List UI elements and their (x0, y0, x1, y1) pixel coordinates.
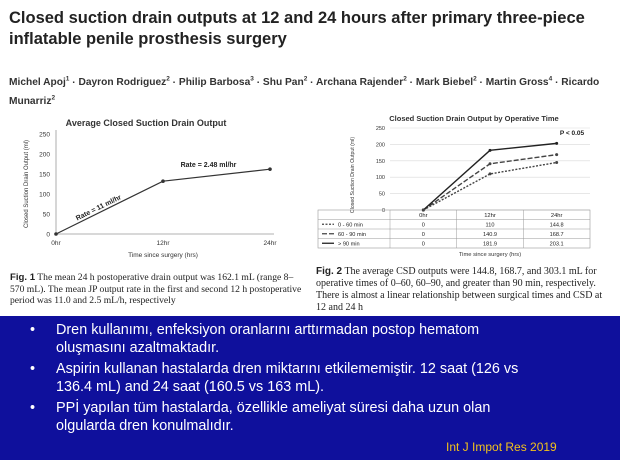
author-list (9, 72, 615, 109)
chart-1 (8, 112, 293, 272)
author-separator: · (169, 77, 179, 89)
x-tick-label: 12hr (156, 240, 170, 247)
legend-label: > 90 min (338, 241, 360, 248)
bullet-dot-icon: • (30, 361, 36, 377)
x-tick-label: 12hr (484, 213, 496, 219)
series-line (423, 143, 556, 210)
data-point (489, 172, 492, 175)
table-cell: 144.8 (549, 222, 564, 229)
table-cell: 0 (421, 241, 425, 248)
author-separator: · (552, 77, 562, 89)
data-point (161, 179, 165, 183)
author-separator: · (69, 77, 79, 89)
author-name: Philip Barbosa$^3$ (178, 76, 254, 89)
author-separator: · (476, 77, 486, 89)
citation: Int J Impot Res 2019 (446, 440, 557, 454)
y-tick-label: 0 (46, 231, 50, 239)
x-tick-label: 0hr (51, 240, 61, 247)
author-affiliation: 1 (65, 76, 70, 83)
rate-annotation: Rate = 2.48 ml/hr (180, 162, 237, 170)
figure-2-caption (316, 266, 614, 314)
bullet-item (30, 361, 550, 396)
summary-bullets (30, 322, 550, 439)
y-tick-label: 250 (39, 131, 50, 139)
y-tick-label: 100 (39, 191, 50, 199)
paper-title: Closed suction drain outputs at 12 and 24 hours after primary three-piece inflatable penile prosthesis surgery (9, 9, 585, 48)
legend-label: 60 - 90 min (338, 232, 366, 238)
series-line (56, 169, 270, 234)
x-tick-label: 0hr (419, 213, 428, 219)
y-tick-label: 0 (381, 208, 385, 214)
y-tick-label: 200 (39, 151, 50, 159)
author-name: Dayron Rodriguez$^2$ (78, 76, 170, 89)
summary-panel (0, 316, 620, 460)
figure-1-caption-label: Fig. 1 (10, 272, 36, 283)
table-cell: 168.7 (549, 232, 564, 238)
author-separator: · (307, 77, 316, 89)
legend-label: 0 - 60 min (338, 222, 363, 229)
y-tick-label: 250 (375, 126, 385, 132)
y-tick-label: 50 (378, 191, 385, 198)
y-tick-label: 50 (42, 211, 50, 219)
author-affiliation: 2 (403, 76, 407, 83)
rate-annotation: Rate = 11 ml/hr (75, 194, 123, 223)
table-cell: 110 (485, 222, 495, 229)
author-affiliation: 4 (548, 76, 553, 83)
bullet-text: PPİ yapılan tüm hastalarda, özellikle ameliyat süresi daha uzun olan olgularda dren konulmalıdır. (56, 400, 491, 434)
x-axis-label: Time since surgery (hrs) (458, 252, 522, 258)
y-tick-label: 150 (375, 158, 385, 165)
bullet-dot-icon: • (30, 322, 36, 338)
data-point (555, 142, 558, 145)
data-point (54, 232, 58, 236)
author-name: Michel Apoj$^1$ (9, 76, 70, 89)
author-name: Martin Gross$^4$ (485, 76, 553, 89)
author-affiliation: 2 (166, 76, 170, 83)
data-point (555, 153, 558, 156)
author-name: Ricardo Munarriz$^2$ (9, 77, 600, 107)
y-axis-label: Closed Suction Drain Output (ml) (24, 139, 30, 229)
bullet-item (30, 400, 550, 435)
figure-1 (8, 112, 293, 272)
bullet-text: Aspirin kullanan hastalarda dren miktarını etkilememiştir. 12 saat (126 vs 136.4 mL) and 24 saat (160.5 vs 163 mL). (56, 361, 519, 395)
figure-1-caption (10, 272, 302, 307)
chart-title: Average Closed Suction Drain Output (65, 118, 227, 128)
y-tick-label: 100 (375, 175, 385, 182)
figure-1-caption-text: The mean 24 h postoperative drain output was 162.1 mL (range 8–570 mL). The mean JP output rate in the first and second 12 h postoperative period was 11.0 and 2.5 mL/h, respectively (10, 272, 302, 306)
data-point (489, 162, 492, 165)
y-tick-label: 150 (39, 171, 50, 179)
author-name: Archana Rajender$^2$ (316, 76, 407, 89)
x-axis-label: Time since surgery (hrs) (128, 252, 198, 259)
table-cell: 140.9 (483, 232, 497, 238)
author-affiliation: 2 (303, 76, 308, 83)
x-tick-label: 24hr (550, 213, 563, 219)
author-name: Shu Pan$^2$ (262, 76, 308, 89)
table-cell: 203.1 (549, 241, 564, 248)
y-axis-label: Closed Suction Drain Output (ml) (350, 136, 356, 214)
chart-2 (314, 112, 614, 260)
figure-2-caption-label: Fig. 2 (316, 266, 343, 277)
data-point (268, 167, 272, 171)
data-point (489, 149, 492, 152)
table-cell: 181.9 (483, 241, 497, 248)
p-value-annotation: P < 0.05 (559, 130, 585, 137)
y-tick-label: 200 (375, 142, 385, 149)
bullet-dot-icon: • (30, 400, 36, 416)
figure-2 (314, 112, 614, 260)
author-affiliation: 2 (51, 94, 56, 102)
author-affiliation: 2 (473, 76, 477, 83)
series-line (423, 163, 556, 210)
bullet-text: Dren kullanımı, enfeksiyon oranlarını arttırmadan postop hematom oluşmasını azaltmaktadır. (56, 322, 480, 356)
chart-title: Closed Suction Drain Output by Operative Time (389, 114, 559, 123)
author-separator: · (406, 77, 416, 89)
x-tick-label: 24hr (263, 240, 277, 247)
bullet-item (30, 322, 550, 357)
author-affiliation: 3 (250, 76, 254, 83)
data-point (555, 161, 558, 164)
table-cell: 0 (421, 222, 425, 229)
table-cell: 0 (421, 232, 425, 238)
author-name: Mark Biebel$^2$ (415, 76, 477, 89)
author-separator: · (253, 77, 263, 89)
figure-2-caption-text: The average CSD outputs were 144.8, 168.7, and 303.1 mL for operative times of 0–60, 60–90, and greater than 90 min, respectively. There is almost a linear relationship between surgical times and CSD at 12 and 24 h (316, 266, 603, 313)
